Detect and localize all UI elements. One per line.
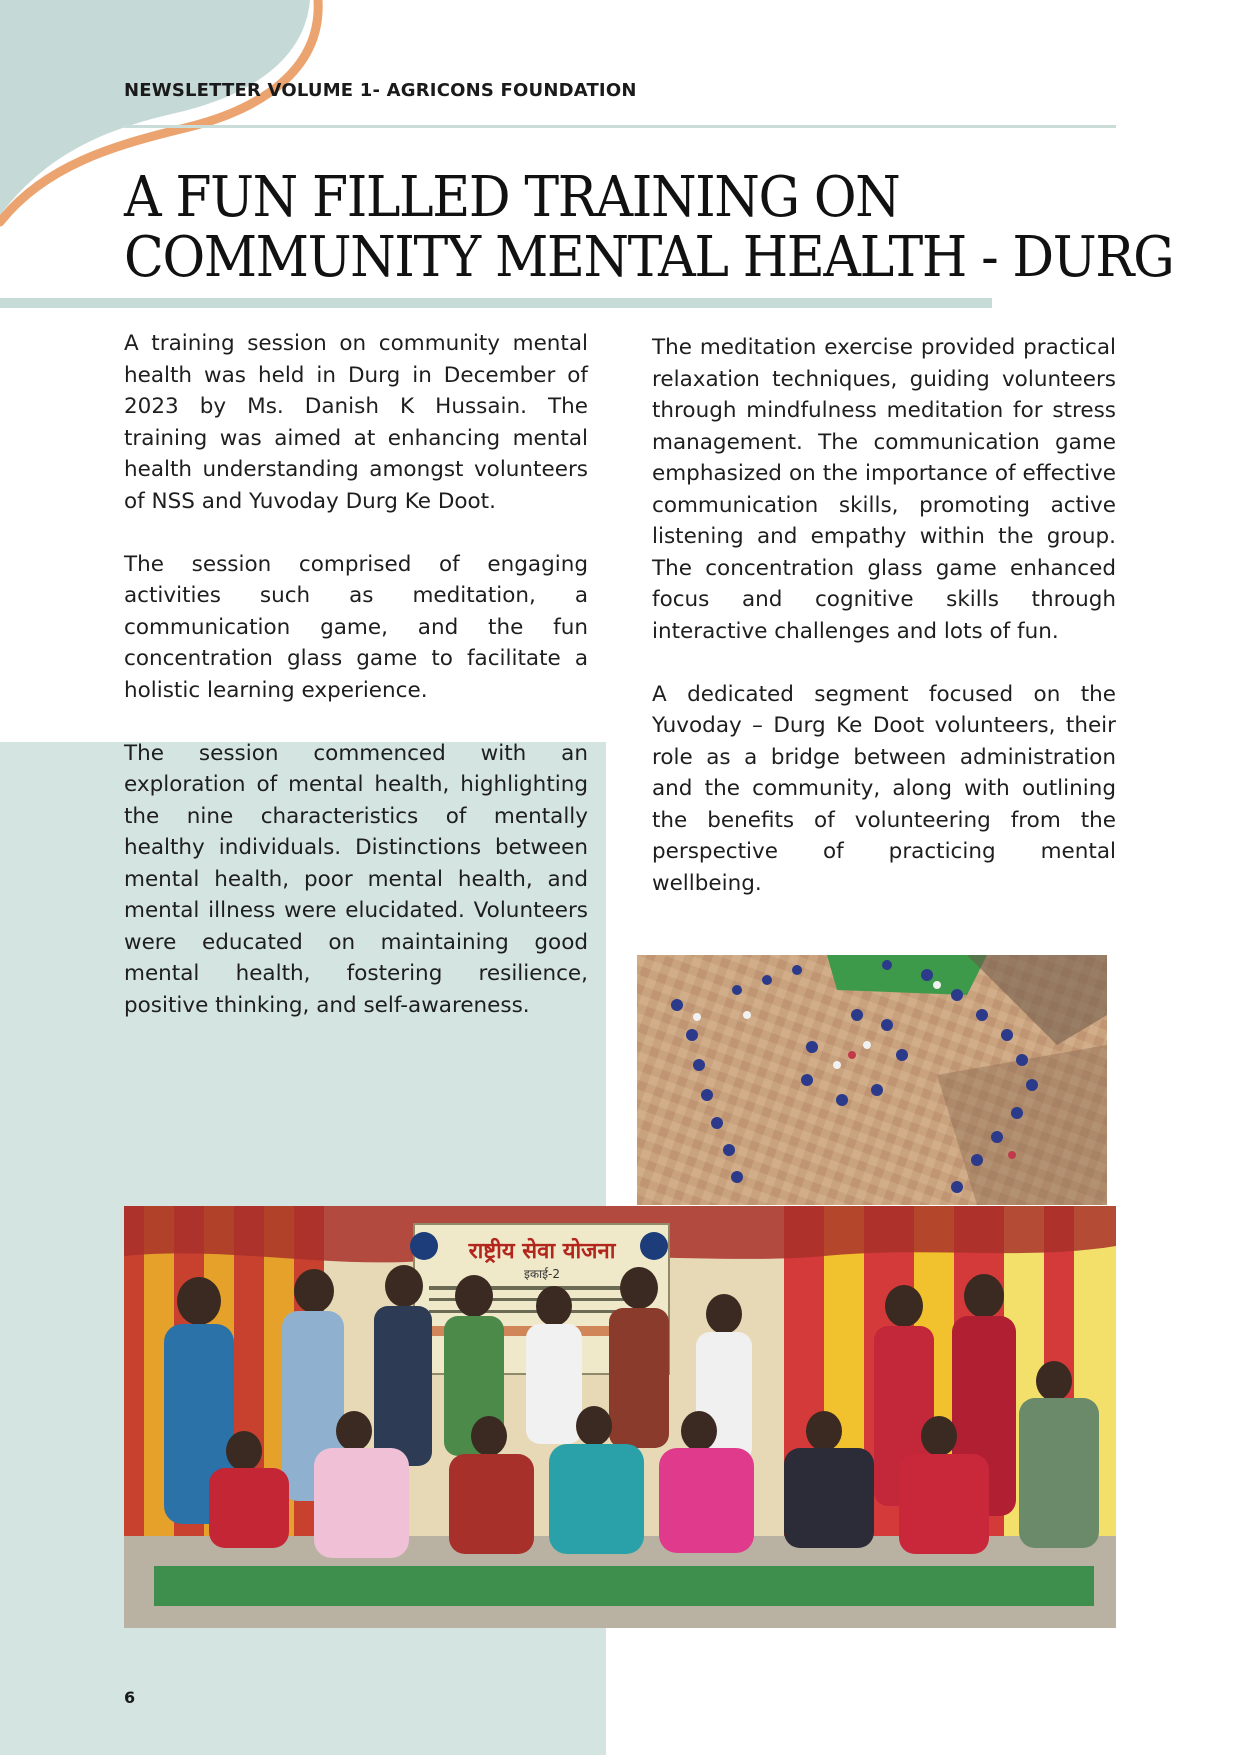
paragraph: A dedicated segment focused on the Yuvoday – Durg Ke Doot volunteers, their role as a bridge between administration and the community, along with outlining the benefits of volunteering from the perspective of practicing mental wellbeing.: [652, 681, 1116, 896]
right-column: [652, 332, 1116, 931]
newsletter-header: NEWSLETTER VOLUME 1- AGRICONS FOUNDATION: [124, 80, 637, 101]
aerial-activity-photo: [637, 955, 1107, 1205]
article-title-line-2: COMMUNITY MENTAL HEALTH - DURG: [124, 225, 1174, 290]
banner-title: राष्ट्रीय सेवा योजना: [468, 1239, 616, 1264]
paragraph: The meditation exercise provided practical relaxation techniques, guiding volunteers through mindfulness meditation for stress management. The communication game emphasized on the importance of effective communication skills, promoting active listening and empathy within the group. The concentration glass game enhanced focus and cognitive skills through interactive challenges and lots of fun.: [652, 335, 1116, 644]
page-number: 6: [124, 1688, 136, 1707]
group-photo: [124, 1206, 1116, 1628]
banner-subtitle: इकाई-2: [523, 1267, 561, 1281]
paragraph: A training session on community mental health was held in Durg in December of 2023 by Ms. Danish K Hussain. The training was aimed at enhancing mental health understanding amongst volunteers of NSS and Yuvoday Durg Ke Doot.: [124, 331, 588, 514]
aerial-photo-illustration: [637, 955, 1107, 1205]
left-column: [124, 328, 588, 1053]
title-underline-bar: [0, 298, 992, 308]
article-title-line-1: A FUN FILLED TRAINING ON: [124, 165, 900, 230]
group-photo-illustration: [124, 1206, 1116, 1628]
header-divider: [124, 125, 1116, 128]
paragraph: The session comprised of engaging activities such as meditation, a communication game, and the fun concentration glass game to facilitate a holistic learning experience.: [124, 551, 588, 703]
paragraph: The session commenced with an exploration of mental health, highlighting the nine characteristics of mentally healthy individuals. Distinctions between mental health, poor mental health, and mental illness were elucidated. Volunteers were educated on maintaining good mental health, fostering resilience, positive thinking, and self-awareness.: [124, 740, 588, 1018]
article-title: [124, 165, 1174, 290]
